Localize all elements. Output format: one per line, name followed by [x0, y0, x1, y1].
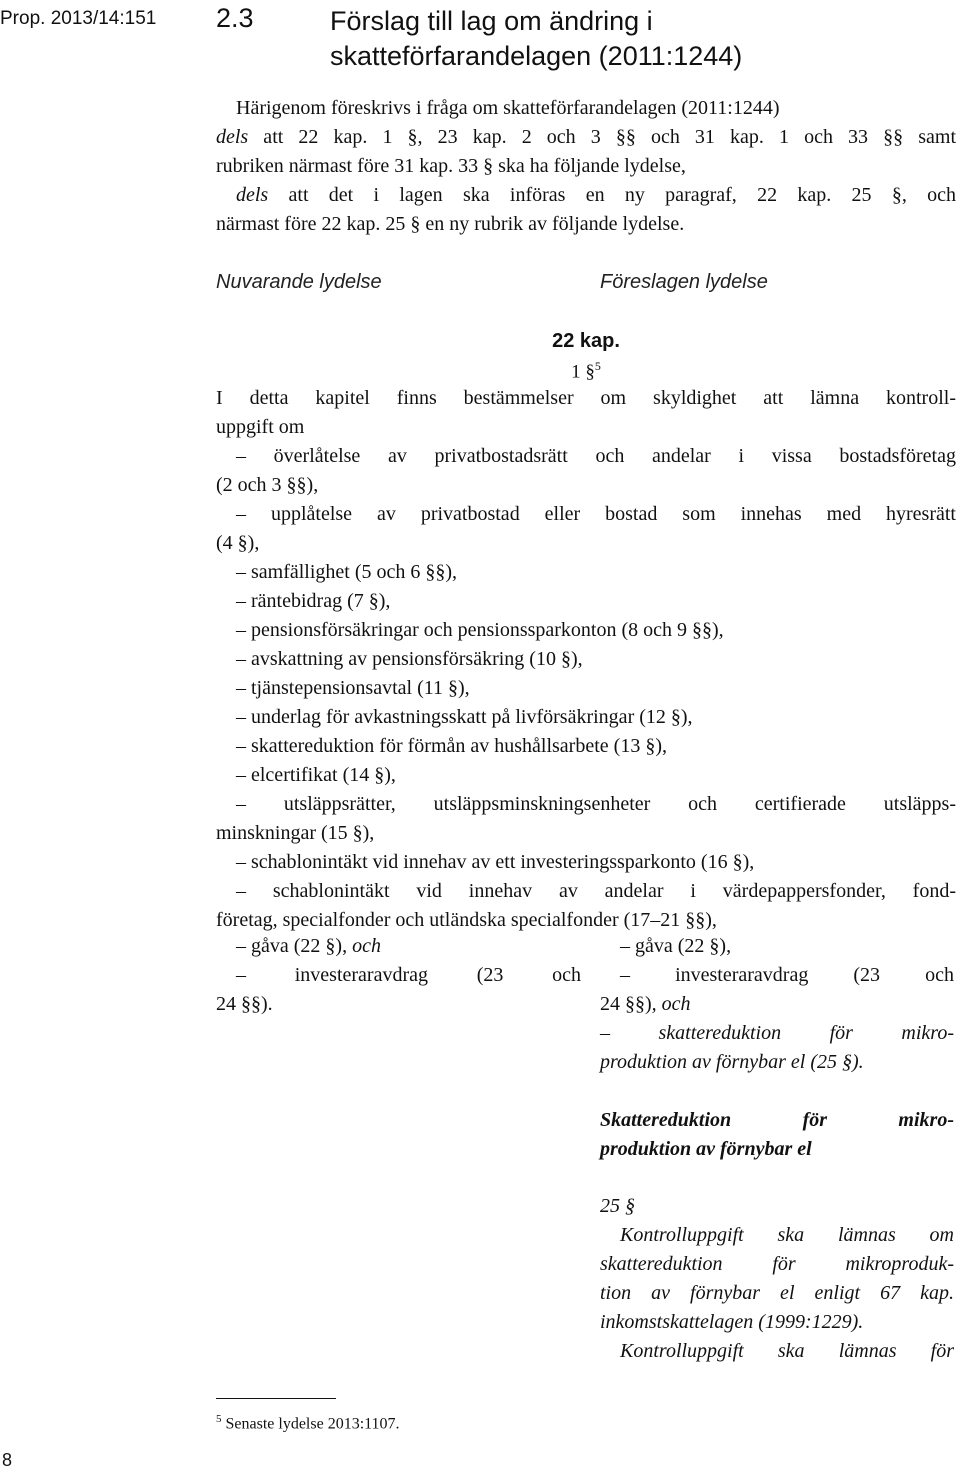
list-item: – investeraravdrag (23 och	[236, 964, 581, 986]
intro-dels: dels	[216, 126, 249, 148]
column-heading-current: Nuvarande lydelse	[216, 271, 382, 293]
list-text: – gåva (22 §),	[236, 935, 353, 957]
new-paragraph-25	[600, 1192, 954, 1366]
list-item: – utsläppsrätter, utsläppsminskningsenheter och certifierade utsläpps-	[236, 793, 956, 815]
list-item	[216, 932, 581, 961]
footnote-text: Senaste lydelse 2013:1107.	[221, 1415, 400, 1433]
provision-list	[216, 384, 956, 935]
list-line: (4 §),	[216, 532, 260, 554]
intro-line: närmast före 22 kap. 25 § en ny rubrik av följande lydelse.	[216, 213, 685, 235]
footnote-number: 5	[216, 1413, 222, 1425]
intro-line	[216, 181, 956, 210]
list-conjunction: , och	[651, 993, 691, 1015]
page-reference: Prop. 2013/14:151	[0, 8, 157, 29]
list-item: – elcertifikat (14 §),	[236, 764, 396, 786]
list-item: – schablonintäkt vid innehav av andelar i värdepappersfonder, fond-	[236, 880, 956, 902]
intro-text: att 22 kap. 1 §, 23 kap. 2 och 3 §§ och 31 kap. 1 och 33 §§ samt	[248, 126, 956, 148]
list-line: minskningar (15 §),	[216, 822, 375, 844]
paragraph-line: tion av förnybar el enligt 67 kap.	[600, 1282, 954, 1304]
list-line: (2 och 3 §§),	[216, 474, 319, 496]
list-item: – upplåtelse av privatbostad eller bostad som innehas med hyresrätt	[236, 503, 956, 525]
list-line: uppgift om	[216, 416, 305, 438]
intro-paragraph	[216, 94, 956, 239]
footnote	[216, 1405, 400, 1438]
section-title	[330, 4, 950, 74]
intro-line	[216, 123, 956, 152]
intro-dels: dels	[236, 184, 269, 206]
section-title-line-2: skatteförfarandelagen (2011:1244)	[330, 41, 743, 71]
paragraph-line: skattereduktion för mikroproduk-	[600, 1253, 954, 1275]
intro-line: rubriken närmast före 31 kap. 33 § ska ha följande lydelse,	[216, 155, 686, 177]
paragraph-heading	[216, 352, 956, 386]
footnote-divider	[216, 1398, 336, 1399]
list-conjunction: och	[352, 935, 381, 957]
paragraph-line: inkomstskattelagen (1999:1229).	[600, 1311, 864, 1333]
chapter-heading: 22 kap.	[552, 330, 620, 352]
footnote-reference: 5	[594, 359, 601, 373]
section-number: 2.3	[216, 3, 254, 33]
list-line-new: produktion av förnybar el (25 §).	[600, 1051, 864, 1073]
list-text: 24 §§)	[600, 993, 652, 1015]
paragraph-line: Kontrolluppgift ska lämnas om	[620, 1224, 954, 1246]
list-item: – överlåtelse av privatbostadsrätt och andelar i vissa bostadsföretag	[236, 445, 956, 467]
paragraph-number: 25 §	[600, 1195, 635, 1217]
list-item-new: – skattereduktion för mikro-	[600, 1022, 954, 1044]
list-item: – samfällighet (5 och 6 §§),	[236, 561, 458, 583]
intro-line: Härigenom föreskrivs i fråga om skatteförfarandelagen (2011:1244)	[236, 97, 780, 119]
paragraph-number: 1 §	[571, 361, 595, 383]
list-item: – underlag för avkastningsskatt på livförsäkringar (12 §),	[236, 706, 693, 728]
section-title-line-1: Förslag till lag om ändring i	[330, 6, 653, 36]
list-item: – schablonintäkt vid innehav av ett investeringssparkonto (16 §),	[236, 851, 755, 873]
page-number: 8	[2, 1450, 13, 1470]
list-item: – skattereduktion för förmån av hushållsarbete (13 §),	[236, 735, 667, 757]
list-line: företag, specialfonder och utländska specialfonder (17–21 §§),	[216, 909, 717, 931]
list-item: – investeraravdrag (23 och	[620, 964, 954, 986]
column-heading-proposed: Föreslagen lydelse	[600, 271, 768, 293]
list-item: – gåva (22 §),	[620, 935, 732, 957]
list-item: – tjänstepensionsavtal (11 §),	[236, 677, 470, 699]
new-heading	[600, 1106, 954, 1164]
list-line: 24 §§).	[216, 993, 273, 1015]
proposed-wording-column	[600, 932, 954, 1077]
current-wording-column	[216, 932, 581, 1019]
new-heading-line: Skattereduktion för mikro-	[600, 1109, 954, 1131]
list-line	[600, 990, 954, 1019]
new-heading-line: produktion av förnybar el	[600, 1138, 812, 1160]
list-item: – räntebidrag (7 §),	[236, 590, 391, 612]
list-item: – pensionsförsäkringar och pensionssparkonton (8 och 9 §§),	[236, 619, 724, 641]
intro-text: att det i lagen ska införas en ny paragraf, 22 kap. 25 §, och	[268, 184, 956, 206]
list-line: I detta kapitel finns bestämmelser om skyldighet att lämna kontroll-	[216, 387, 956, 409]
list-item: – avskattning av pensionsförsäkring (10 §),	[236, 648, 583, 670]
paragraph-line: Kontrolluppgift ska lämnas för	[620, 1340, 954, 1362]
